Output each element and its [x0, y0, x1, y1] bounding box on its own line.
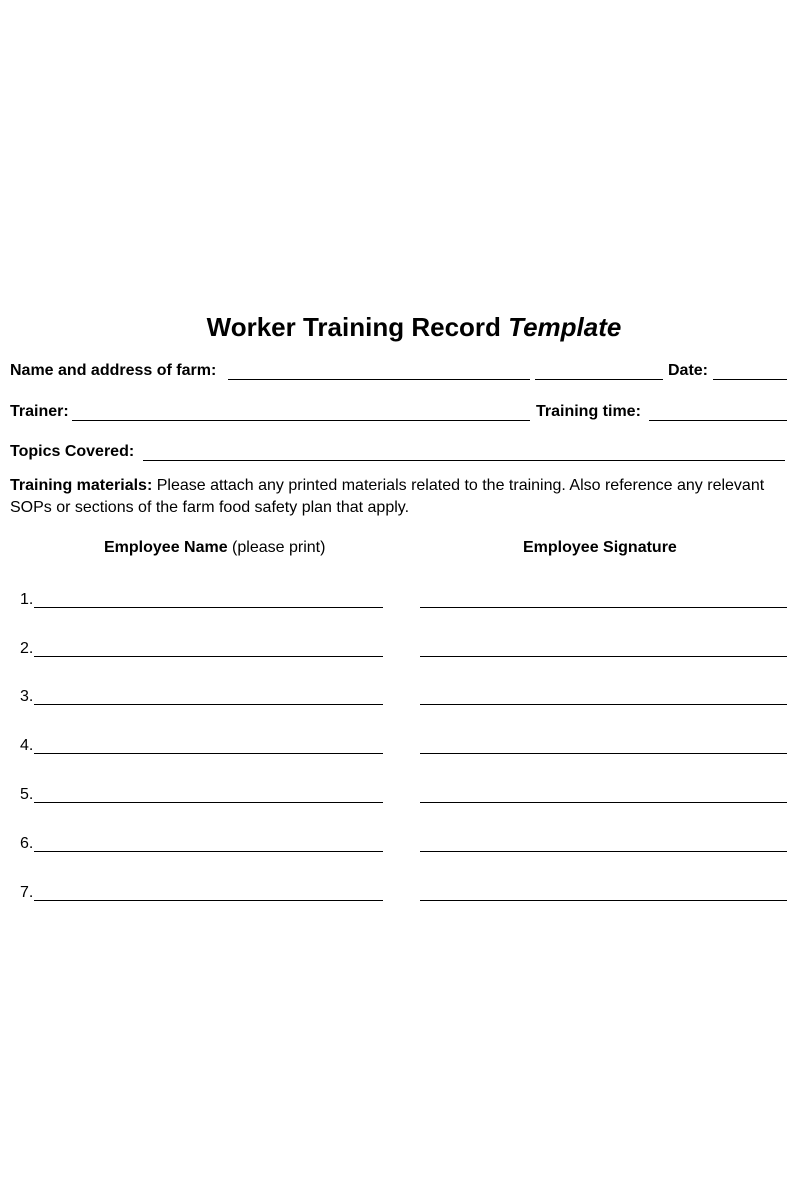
- employee-name-line[interactable]: [34, 753, 383, 754]
- employee-signature-line[interactable]: [420, 656, 787, 657]
- date-input-line[interactable]: [713, 379, 787, 380]
- employee-name-line[interactable]: [34, 900, 383, 901]
- employee-name-header: [104, 539, 325, 557]
- farm-input-line[interactable]: [228, 379, 530, 380]
- employee-row: [0, 884, 800, 904]
- topics-label: Topics Covered:: [10, 443, 135, 460]
- page-title: [0, 312, 800, 343]
- row-number: 2.: [20, 640, 34, 657]
- training-materials-paragraph: [10, 475, 792, 519]
- employee-name-line[interactable]: [34, 607, 383, 608]
- employee-signature-line[interactable]: [420, 802, 787, 803]
- row-number: 7.: [20, 884, 34, 901]
- title-italic: Template: [508, 312, 622, 342]
- date-label: Date:: [668, 362, 709, 379]
- farm-address-input-line[interactable]: [535, 379, 663, 380]
- employee-name-header-bold: Employee Name: [104, 539, 228, 556]
- trainer-input-line[interactable]: [72, 420, 530, 421]
- employee-row: [0, 737, 800, 757]
- employee-signature-line[interactable]: [420, 704, 787, 705]
- topics-input-line[interactable]: [143, 460, 785, 461]
- employee-row: [0, 591, 800, 611]
- trainer-label: Trainer:: [10, 403, 69, 420]
- employee-name-line[interactable]: [34, 851, 383, 852]
- farm-label: Name and address of farm:: [10, 362, 217, 379]
- employee-name-line[interactable]: [34, 704, 383, 705]
- title-main: Worker Training Record: [206, 312, 501, 342]
- employee-signature-line[interactable]: [420, 753, 787, 754]
- materials-label: Training materials:: [10, 477, 153, 494]
- employee-signature-line[interactable]: [420, 851, 787, 852]
- materials-text: Please attach any printed materials related to the training. Also reference any relevant SOPs or sections of the farm food safety plan that apply.: [10, 477, 765, 516]
- employee-name-header-note: (please print): [227, 539, 326, 556]
- row-number: 5.: [20, 786, 34, 803]
- row-number: 6.: [20, 835, 34, 852]
- employee-name-line[interactable]: [34, 656, 383, 657]
- row-number: 4.: [20, 737, 34, 754]
- employee-signature-header-bold: Employee Signature: [523, 539, 677, 556]
- employee-signature-line[interactable]: [420, 900, 787, 901]
- employee-name-line[interactable]: [34, 802, 383, 803]
- row-number: 1.: [20, 591, 34, 608]
- row-number: 3.: [20, 688, 34, 705]
- employee-row: [0, 688, 800, 708]
- training-time-label: Training time:: [536, 403, 641, 420]
- employee-signature-header: [523, 539, 677, 557]
- employee-row: [0, 786, 800, 806]
- employee-row: [0, 640, 800, 660]
- training-time-input-line[interactable]: [649, 420, 787, 421]
- employee-signature-line[interactable]: [420, 607, 787, 608]
- employee-row: [0, 835, 800, 855]
